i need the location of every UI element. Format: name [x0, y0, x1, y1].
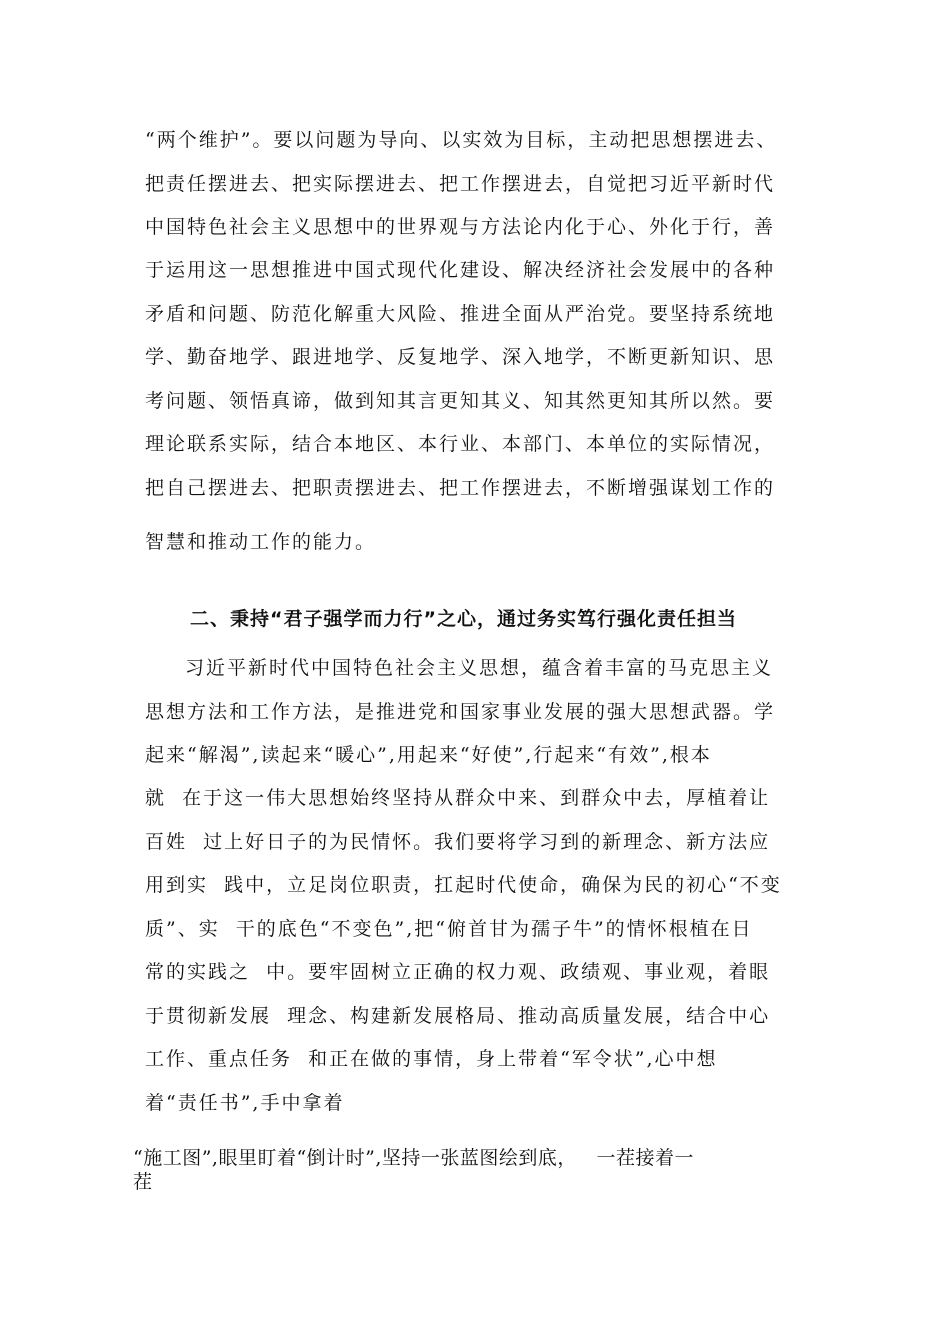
paragraph-2-line-9: 于贯彻新发展 理念、构建新发展格局、推动高质量发展，结合中心	[145, 1005, 771, 1027]
paragraph-2-line-3: 起来“解渴”,读起来“暖心”,用起来“好使”,行起来“有效”,根本	[145, 744, 712, 766]
paragraph-1-line-4: 于运用这一思想推进中国式现代化建设、解决经济社会发展中的各种	[145, 259, 776, 281]
paragraph-2-line-11: 着“责任书”,手中拿着	[145, 1092, 345, 1114]
paragraph-1-line-2: 把责任摆进去、把实际摆进去、把工作摆进去，自觉把习近平新时代	[145, 173, 776, 195]
paragraph-2-line-4: 就 在于这一伟大思想始终坚持从群众中来、到群众中去，厚植着让	[145, 787, 771, 809]
paragraph-2-line-10: 工作、重点任务 和正在做的事情，身上带着“军令状”,心中想	[145, 1048, 718, 1070]
paragraph-1-line-1: “两个维护”。要以问题为导向、以实效为目标，主动把思想摆进去、	[145, 129, 778, 151]
paragraph-1-line-7: 考问题、领悟真谛，做到知其言更知其义、知其然更知其所以然。要	[145, 390, 776, 412]
paragraph-1-line-8: 理论联系实际，结合本地区、本行业、本部门、本单位的实际情况，	[145, 433, 776, 455]
paragraph-2-line-6: 用到实 践中，立足岗位职责，扛起时代使命，确保为民的初心“不变	[145, 874, 782, 896]
paragraph-2-line-7: 质”、实 干的底色“不变色”,把“俯首甘为孺子牛”的情怀根植在日	[145, 918, 753, 940]
paragraph-1-line-5: 矛盾和问题、防范化解重大风险、推进全面从严治党。要坚持系统地	[145, 303, 776, 325]
paragraph-1-line-6: 学、勤奋地学、跟进地学、反复地学、深入地学，不断更新知识、思	[145, 346, 776, 368]
paragraph-2-line-5: 百姓 过上好日子的为民情怀。我们要将学习到的新理念、新方法应	[145, 831, 771, 853]
paragraph-1-line-10: 智慧和推动工作的能力。	[145, 531, 377, 553]
paragraph-3-line-1: “施工图”,眼里盯着“倒计时”,坚持一张蓝图绘到底， 一茬接着一	[133, 1147, 695, 1169]
paragraph-3-line-2: 茬	[133, 1171, 153, 1193]
paragraph-2-line-1: 习近平新时代中国特色社会主义思想，蕴含着丰富的马克思主义	[185, 657, 774, 679]
paragraph-1-line-3: 中国特色社会主义思想中的世界观与方法论内化于心、外化于行，善	[145, 216, 776, 238]
paragraph-1-line-9: 把自己摆进去、把职责摆进去、把工作摆进去，不断增强谋划工作的	[145, 477, 776, 499]
section-heading: 二、秉持“君子强学而力行”之心，通过务实笃行强化责任担当	[190, 608, 737, 630]
paragraph-2-line-8: 常的实践之 中。要牢固树立正确的权力观、政绩观、事业观，着眼	[145, 961, 771, 983]
paragraph-2-line-2: 思想方法和工作方法，是推进党和国家事业发展的强大思想武器。学	[145, 701, 776, 723]
